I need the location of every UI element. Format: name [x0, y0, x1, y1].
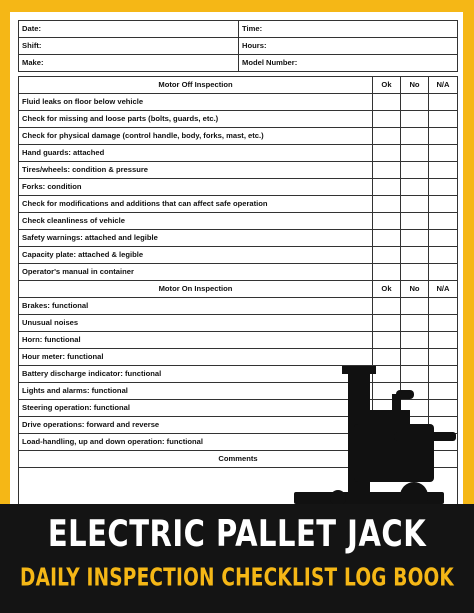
- col-no-header: No: [401, 77, 429, 94]
- check-cell-na[interactable]: [429, 179, 458, 196]
- check-cell-ok[interactable]: [373, 298, 401, 315]
- check-cell-no[interactable]: [401, 128, 429, 145]
- motor-off-title: Motor Off Inspection: [19, 77, 373, 94]
- make-field[interactable]: Make:: [19, 55, 239, 72]
- check-cell-na[interactable]: [429, 315, 458, 332]
- checklist-item-label: Horn: functional: [19, 332, 373, 349]
- pallet-jack-icon: [294, 364, 463, 504]
- checklist-item-label: Battery discharge indicator: functional: [19, 366, 373, 383]
- check-cell-ok[interactable]: [373, 247, 401, 264]
- check-cell-ok[interactable]: [373, 230, 401, 247]
- motor-on-row: [19, 298, 458, 315]
- check-cell-na[interactable]: [429, 145, 458, 162]
- checklist-item-label: Check for modifications and additions that can affect safe operation: [19, 196, 373, 213]
- motor-off-row: [19, 128, 458, 145]
- check-cell-na[interactable]: [429, 196, 458, 213]
- col-ok-header: Ok: [373, 77, 401, 94]
- motor-off-row: [19, 264, 458, 281]
- checklist-sheet: [10, 12, 463, 504]
- check-cell-ok[interactable]: [373, 213, 401, 230]
- motor-on-row: [19, 315, 458, 332]
- checklist-item-label: Check cleanliness of vehicle: [19, 213, 373, 230]
- motor-off-row: [19, 94, 458, 111]
- check-cell-na[interactable]: [429, 298, 458, 315]
- motor-on-row: [19, 349, 458, 366]
- cover-subtitle: DAILY INSPECTION CHECKLIST LOG BOOK: [20, 564, 454, 593]
- time-field[interactable]: Time:: [239, 21, 458, 38]
- check-cell-no[interactable]: [401, 332, 429, 349]
- motor-off-row: [19, 111, 458, 128]
- check-cell-ok[interactable]: [373, 179, 401, 196]
- checklist-item-label: Hand guards: attached: [19, 145, 373, 162]
- checklist-item-label: Forks: condition: [19, 179, 373, 196]
- check-cell-na[interactable]: [429, 247, 458, 264]
- check-cell-no[interactable]: [401, 315, 429, 332]
- motor-off-row: [19, 162, 458, 179]
- shift-field[interactable]: Shift:: [19, 38, 239, 55]
- motor-off-row: [19, 247, 458, 264]
- checklist-item-label: Tires/wheels: condition & pressure: [19, 162, 373, 179]
- check-cell-no[interactable]: [401, 213, 429, 230]
- check-cell-no[interactable]: [401, 94, 429, 111]
- motor-off-row: [19, 230, 458, 247]
- checklist-item-label: Brakes: functional: [19, 298, 373, 315]
- check-cell-na[interactable]: [429, 162, 458, 179]
- checklist-item-label: Capacity plate: attached & legible: [19, 247, 373, 264]
- check-cell-no[interactable]: [401, 230, 429, 247]
- motor-on-row: [19, 332, 458, 349]
- check-cell-ok[interactable]: [373, 94, 401, 111]
- check-cell-na[interactable]: [429, 213, 458, 230]
- check-cell-na[interactable]: [429, 332, 458, 349]
- check-cell-na[interactable]: [429, 128, 458, 145]
- check-cell-na[interactable]: [429, 349, 458, 366]
- check-cell-ok[interactable]: [373, 196, 401, 213]
- checklist-item-label: Hour meter: functional: [19, 349, 373, 366]
- check-cell-ok[interactable]: [373, 315, 401, 332]
- check-cell-ok[interactable]: [373, 349, 401, 366]
- motor-off-row: [19, 145, 458, 162]
- checklist-item-label: Drive operations: forward and reverse: [19, 417, 373, 434]
- check-cell-no[interactable]: [401, 264, 429, 281]
- col-ok-header: Ok: [373, 281, 401, 298]
- checklist-item-label: Fluid leaks on floor below vehicle: [19, 94, 373, 111]
- motor-off-row: [19, 213, 458, 230]
- check-cell-na[interactable]: [429, 264, 458, 281]
- check-cell-na[interactable]: [429, 94, 458, 111]
- check-cell-no[interactable]: [401, 111, 429, 128]
- checklist-item-label: Check for physical damage (control handle, body, forks, mast, etc.): [19, 128, 373, 145]
- date-field[interactable]: Date:: [19, 21, 239, 38]
- hours-field[interactable]: Hours:: [239, 38, 458, 55]
- check-cell-na[interactable]: [429, 230, 458, 247]
- check-cell-ok[interactable]: [373, 145, 401, 162]
- checklist-item-label: Check for missing and loose parts (bolts, guards, etc.): [19, 111, 373, 128]
- motor-off-row: [19, 179, 458, 196]
- checklist-item-label: Steering operation: functional: [19, 400, 373, 417]
- cover-title: ELECTRIC PALLET JACK: [47, 512, 427, 555]
- checklist-item-label: Load-handling, up and down operation: functional: [19, 434, 373, 451]
- model-number-field[interactable]: Model Number:: [239, 55, 458, 72]
- check-cell-no[interactable]: [401, 196, 429, 213]
- check-cell-ok[interactable]: [373, 111, 401, 128]
- check-cell-no[interactable]: [401, 247, 429, 264]
- comments-label: Comments: [19, 451, 458, 468]
- col-na-header: N/A: [429, 77, 458, 94]
- check-cell-no[interactable]: [401, 349, 429, 366]
- checklist-item-label: Operator's manual in container: [19, 264, 373, 281]
- check-cell-ok[interactable]: [373, 128, 401, 145]
- checklist-item-label: Lights and alarms: functional: [19, 383, 373, 400]
- check-cell-ok[interactable]: [373, 332, 401, 349]
- check-cell-no[interactable]: [401, 179, 429, 196]
- check-cell-ok[interactable]: [373, 264, 401, 281]
- header-fields-table: [18, 20, 458, 72]
- check-cell-no[interactable]: [401, 145, 429, 162]
- col-na-header: N/A: [429, 281, 458, 298]
- check-cell-no[interactable]: [401, 298, 429, 315]
- motor-on-title: Motor On Inspection: [19, 281, 373, 298]
- checklist-item-label: Safety warnings: attached and legible: [19, 230, 373, 247]
- col-no-header: No: [401, 281, 429, 298]
- motor-off-row: [19, 196, 458, 213]
- check-cell-na[interactable]: [429, 111, 458, 128]
- check-cell-no[interactable]: [401, 162, 429, 179]
- check-cell-ok[interactable]: [373, 162, 401, 179]
- checklist-item-label: Unusual noises: [19, 315, 373, 332]
